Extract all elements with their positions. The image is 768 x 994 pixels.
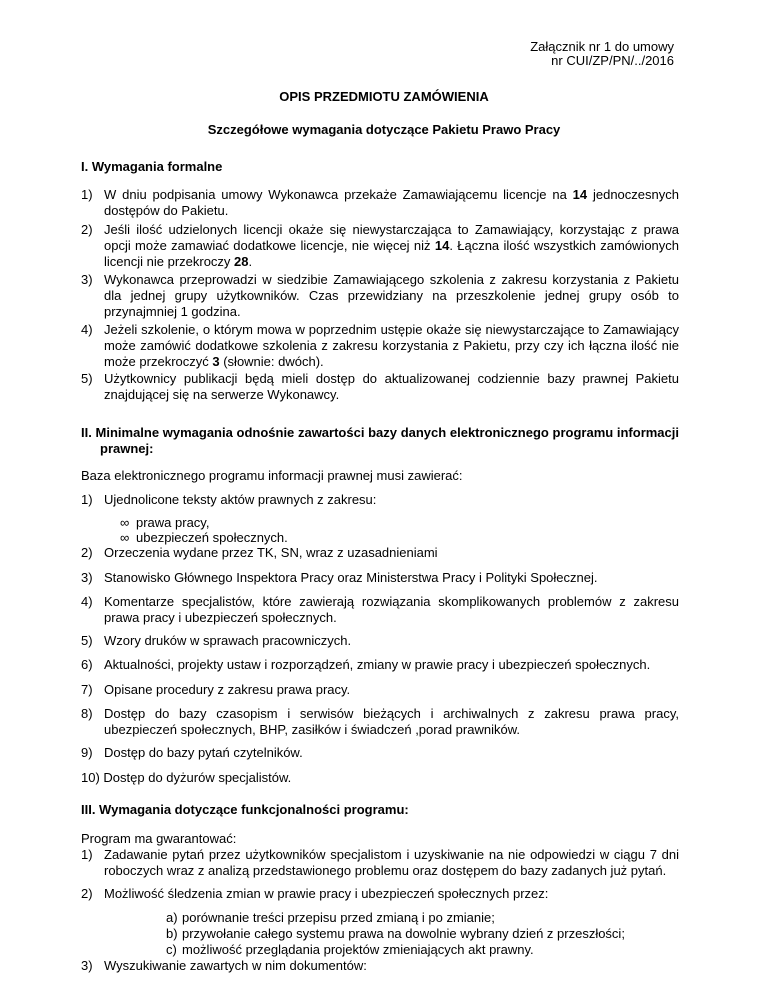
document-subtitle: Szczegółowe wymagania dotyczące Pakietu Prawo Pracy (207, 122, 561, 137)
attachment-line-1: Załącznik nr 1 do umowy (530, 39, 674, 54)
list-number: 4) (81, 594, 93, 609)
section-1-heading: I. Wymagania formalne (81, 159, 223, 174)
list-number: 2) (81, 222, 93, 237)
list-item: Wykonawca przeprowadzi w siedzibie Zamawiającego szkolenia z zakresu korzystania z Pakietu dla jednej grupy użytkowników. Czas przewidziany na przeszkolenie jednej grupy osób to przynajmniej 1 godzina. (104, 272, 679, 319)
sub-list-item: a) porównanie treści przepisu przed zmianą i po zmianie; (166, 910, 495, 925)
sub-list-item: b) przywołanie całego systemu prawa na dowolnie wybrany dzień z przeszłości; (166, 926, 625, 941)
list-number: 6) (81, 657, 93, 672)
sub-list-item: c) możliwość przeglądania projektów zmieniających akt prawny. (166, 942, 534, 957)
attachment-line-2: nr CUI/ZP/PN/../2016 (551, 53, 674, 68)
section-2-heading: II. Minimalne wymagania odnośnie zawartości bazy danych elektronicznego programu informacji prawnej: (81, 425, 679, 456)
list-number: 3) (81, 570, 93, 585)
section-3-intro: Program ma gwarantować: (81, 831, 237, 846)
list-number: 1) (81, 187, 93, 202)
document-title: OPIS PRZEDMIOTU ZAMÓWIENIA (279, 89, 489, 104)
list-item: Opisane procedury z zakresu prawa pracy. (104, 682, 351, 697)
list-item: Wyszukiwanie zawartych w nim dokumentów: (104, 958, 367, 973)
list-number: 5) (81, 633, 93, 648)
list-number: 5) (81, 371, 93, 386)
list-number: 1) (81, 492, 93, 507)
list-item: Dostęp do bazy pytań czytelników. (104, 745, 303, 760)
list-number: 1) (81, 847, 93, 862)
infinity-bullet-icon: ∞ (120, 515, 130, 530)
list-item: W dniu podpisania umowy Wykonawca przekaże Zamawiającemu licencje na 14 jednoczesnych dostępów do Pakietu. (104, 187, 679, 218)
list-item: Jeśli ilość udzielonych licencji okaże się niewystarczająca to Zamawiający, korzystając z prawa opcji może zamawiać dodatkowe licencje, nie więcej niż 14. Łączna ilość wszystkich zamówionych licencji nie przekroczy 28. (104, 222, 680, 269)
list-number: 8) (81, 706, 93, 721)
list-item: Zadawanie pytań przez użytkowników specjalistom i uzyskiwanie na nie odpowiedzi w ciągu 7 dni roboczych wraz z analizą przedstawionego problemu oraz dostępem do bazy zadanych już pytań. (104, 847, 679, 878)
list-item: Możliwość śledzenia zmian w prawie pracy i ubezpieczeń społecznych przez: (104, 886, 549, 901)
list-item: Wzory druków w sprawach pracowniczych. (104, 633, 352, 648)
section-2-intro: Baza elektronicznego programu informacji prawnej musi zawierać: (81, 468, 463, 483)
list-number: 3) (81, 958, 93, 973)
list-item: Dostęp do bazy czasopism i serwisów bieżących i archiwalnych z zakresu prawa pracy, ubezpieczeń społecznych, BHP, zasiłków i świadczeń ,porad prawników. (104, 706, 679, 737)
section-3-heading: III. Wymagania dotyczące funkcjonalności programu: (81, 802, 409, 817)
bullet-item: ∞ ubezpieczeń społecznych. (120, 530, 288, 545)
list-item: Stanowisko Głównego Inspektora Pracy oraz Ministerstwa Pracy i Polityki Społecznej. (104, 570, 598, 585)
list-item: Aktualności, projekty ustaw i rozporządzeń, zmiany w prawie pracy i ubezpieczeń społecznych. (104, 657, 651, 672)
list-item: Użytkownicy publikacji będą mieli dostęp do aktualizowanej codziennie bazy prawnej Pakietu znajdującej się na serwerze Wykonawcy. (104, 371, 679, 402)
list-number: 9) (81, 745, 93, 760)
list-item: 10) Dostęp do dyżurów specjalistów. (81, 770, 292, 785)
list-item: Ujednolicone teksty aktów prawnych z zakresu: (104, 492, 377, 507)
list-item: Jeżeli szkolenie, o którym mowa w poprzednim ustępie okaże się niewystarczające to Zamawiający może zamówić dodatkowe szkolenia z zakresu korzystania z Pakietu, przy czy ich łączna ilość nie może przekroczyć 3 (słownie: dwóch). (104, 322, 679, 369)
list-number: 2) (81, 545, 93, 560)
list-item: Komentarze specjalistów, które zawierają rozwiązania skomplikowanych problemów z zakresu prawa pracy i ubezpieczeń społecznych. (104, 594, 679, 625)
list-number: 7) (81, 682, 93, 697)
infinity-bullet-icon: ∞ (120, 530, 130, 545)
list-number: 2) (81, 886, 93, 901)
list-number: 4) (81, 322, 93, 337)
list-number: 3) (81, 272, 93, 287)
list-item: Orzeczenia wydane przez TK, SN, wraz z uzasadnieniami (104, 545, 438, 560)
bullet-item: ∞ prawa pracy, (120, 515, 210, 530)
